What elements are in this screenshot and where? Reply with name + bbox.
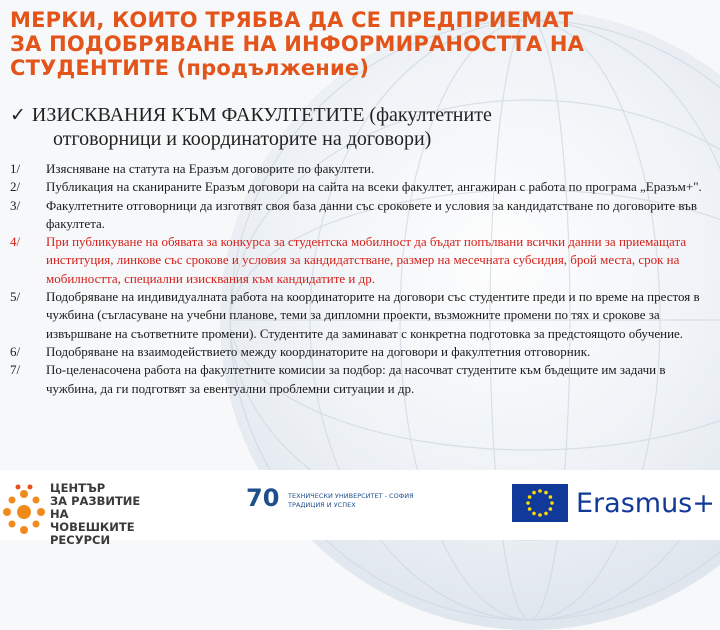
tu-anniversary-mark: 70 — [246, 484, 280, 512]
title-line-2: ЗА ПОДОБРЯВАНЕ НА ИНФОРМИРАНОСТТА НА — [10, 32, 585, 56]
footer-logos — [0, 470, 720, 547]
erasmus-plus-logo — [512, 484, 715, 528]
list-item-number: 5/ — [10, 289, 21, 305]
list-item-text: Публикация на сканираните Еразъм договори на сайта на всеки факултет, ангажиран с работа по програма „Еразъм+". — [46, 179, 702, 195]
hrdc-line-2: ЗА РАЗВИТИЕ — [50, 494, 141, 508]
title-line-1: МЕРКИ, КОИТО ТРЯБВА ДА СЕ ПРЕДПРИЕМАТ — [10, 8, 574, 32]
erasmus-wordmark: Erasmus+ — [576, 488, 715, 519]
list-item-text: При публикуване на обявата за конкурса за студентска мобилност да бъдат попълвани всички данни за приемащата институция, линкове със срокове и условия за кандидатстване, размер на месечната субсидия, брой места, срок на мобилността, специални изисквания към кандидатите и др. — [46, 234, 687, 286]
list-item-number: 6/ — [10, 343, 21, 359]
list-item-number: 2/ — [10, 179, 21, 195]
list-item — [10, 160, 715, 178]
list-item — [10, 361, 715, 398]
eu-flag-icon — [512, 484, 568, 522]
list-item-number: 4/ — [10, 234, 21, 250]
list-item-number: 3/ — [10, 197, 21, 213]
list-item — [10, 178, 715, 196]
list-item — [10, 343, 715, 361]
hrdc-line-3: НА ЧОВЕШКИТЕ — [50, 507, 135, 534]
list-item-text: Факултетните отговорници да изготвят своя база данни със сроковете и условия за кандидатстване по договорите във факултета. — [46, 197, 698, 231]
requirement-line-2: отговорници и координаторите на договори) — [53, 128, 432, 150]
list-item-number: 1/ — [10, 161, 21, 176]
list-item — [10, 288, 715, 343]
title-line-3: СТУДЕНТИТЕ (продължение) — [10, 56, 370, 80]
requirement-line-1: ИЗИСКВАНИЯ КЪМ ФАКУЛТЕТИТЕ (факултетните — [31, 104, 492, 126]
tu-sofia-logo — [246, 484, 426, 534]
list-item-text: Подобряване на индивидуалната работа на координаторите на договори със студентите преди и по време на престоя в чужбина (съгласуване на учебни планове, теми за дипломни проекти, възможните промени по тях и срокове за извършване на съответните промени). Студентите да заминават с конкретна подготовка за предстоящото обучение. — [46, 289, 700, 341]
hrdc-logo — [2, 481, 142, 547]
list-item-text: Подобряване на взаимодействието между координаторите на договори и факултетния отговорник. — [46, 343, 591, 359]
tu-tagline: ТРАДИЦИЯ И УСПЕХ — [288, 501, 356, 509]
slide-title — [10, 8, 650, 80]
list-item-text: По-целенасочена работа на факултетните комисии за подбор: да насочват студентите към бъдещите им задачи в чужбина, да ги подготвят за евентуални проблемни ситуации и др. — [46, 362, 666, 396]
requirement-heading — [10, 103, 710, 151]
list-item — [10, 197, 715, 234]
list-item-number: 7/ — [10, 362, 21, 378]
list-item-highlighted — [10, 233, 715, 288]
list-item-text: Изясняване на статута на Еразъм договорите по факултети. — [46, 161, 375, 176]
checkmark-icon: ✓ — [10, 104, 26, 126]
measures-list — [10, 160, 715, 398]
hrdc-line-1: ЦЕНТЪР — [50, 481, 106, 495]
tu-name: ТЕХНИЧЕСКИ УНИВЕРСИТЕТ - СОФИЯ — [288, 492, 414, 500]
hrdc-line-4: РЕСУРСИ — [50, 533, 111, 547]
sun-icon — [2, 482, 46, 536]
